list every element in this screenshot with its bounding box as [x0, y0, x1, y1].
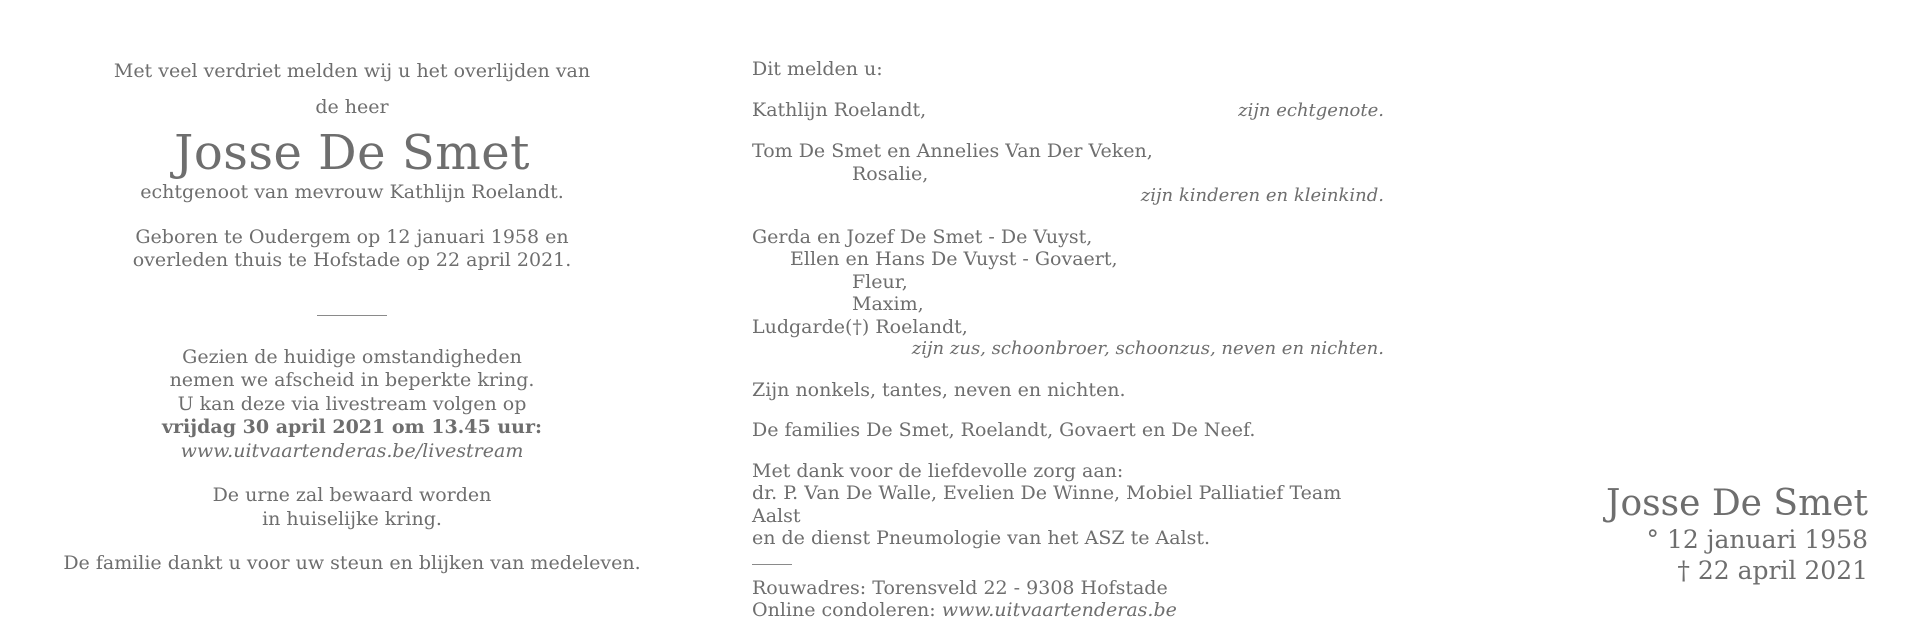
sibling-line: Ellen en Hans De Vuyst - Govaert,: [790, 248, 1118, 270]
ceremony-line: U kan deze via livestream volgen op: [177, 392, 527, 415]
grandchild-line: Rosalie,: [852, 162, 929, 185]
family-column: [752, 58, 1384, 622]
ceremony-date: vrijdag 30 april 2021 om 13.45 uur:: [162, 416, 542, 438]
honorific: de heer: [315, 95, 389, 118]
sibling-line: Gerda en Jozef De Smet - De Vuyst,: [752, 225, 1093, 248]
urn-info: [52, 484, 652, 531]
sibling-role: zijn zus, schoonbroer, schoonzus, neven en nichten.: [911, 338, 1384, 359]
sibling-line: Ludgarde(†) Roelandt,: [752, 315, 968, 338]
summary-name: Josse De Smet: [1606, 483, 1868, 524]
condolence-label: Online condoleren:: [752, 599, 942, 621]
children-line: Tom De Smet en Annelies Van Der Veken,: [752, 140, 1153, 162]
care-line: Met dank voor de liefdevolle zorg aan:: [752, 459, 1124, 482]
sibling-line: Maxim,: [852, 293, 924, 315]
spouse-row: [752, 99, 1384, 123]
children-role: zijn kinderen en kleinkind.: [1140, 185, 1384, 206]
separator-line: [752, 564, 792, 565]
ceremony-line: Gezien de huidige omstandigheden: [182, 345, 522, 368]
separator-line: [317, 315, 387, 316]
livestream-link[interactable]: www.uitvaartenderas.be/livestream: [180, 439, 524, 462]
ceremony-info: [52, 346, 652, 464]
spouse-name: Kathlijn Roelandt,: [752, 98, 927, 121]
summary-birth: ° 12 januari 1958: [1646, 525, 1868, 554]
address-line: Rouwadres: Torensveld 22 - 9308 Hofstade: [752, 576, 1168, 599]
memorial-summary: [1606, 484, 1868, 586]
urn-line: in huiselijke kring.: [262, 507, 442, 530]
condolence-line: [752, 599, 1384, 622]
summary-death: † 22 april 2021: [1677, 556, 1868, 585]
care-line: en de dienst Pneumologie van het ASZ te Aalst.: [752, 527, 1211, 549]
spouse-role: zijn echtgenote.: [1238, 99, 1384, 121]
family-intro: Dit melden u:: [752, 58, 883, 80]
intro-text: Met veel verdriet melden wij u het overlijden van: [113, 60, 591, 82]
urn-line: De urne zal bewaard worden: [212, 484, 492, 506]
sibling-line: Fleur,: [852, 270, 908, 293]
announcement-column: [52, 60, 652, 576]
birth-line: Geboren te Oudergem op 12 januari 1958 en: [135, 225, 569, 248]
ceremony-line: nemen we afscheid in beperkte kring.: [169, 369, 535, 391]
deceased-name: Josse De Smet: [174, 125, 530, 181]
thanks-line: De familie dankt u voor uw steun en blijken van medeleven.: [63, 552, 641, 574]
families-line: De families De Smet, Roelandt, Govaert en De Neef.: [752, 419, 1256, 441]
care-line: dr. P. Van De Walle, Evelien De Winne, Mobiel Palliatief Team Aalst: [752, 482, 1342, 527]
death-line: overleden thuis te Hofstade op 22 april 2021.: [132, 249, 572, 271]
uncles-line: Zijn nonkels, tantes, neven en nichten.: [752, 378, 1126, 401]
condolence-link[interactable]: www.uitvaartenderas.be: [941, 599, 1177, 621]
spouse-line: echtgenoot van mevrouw Kathlijn Roelandt.: [140, 181, 564, 203]
